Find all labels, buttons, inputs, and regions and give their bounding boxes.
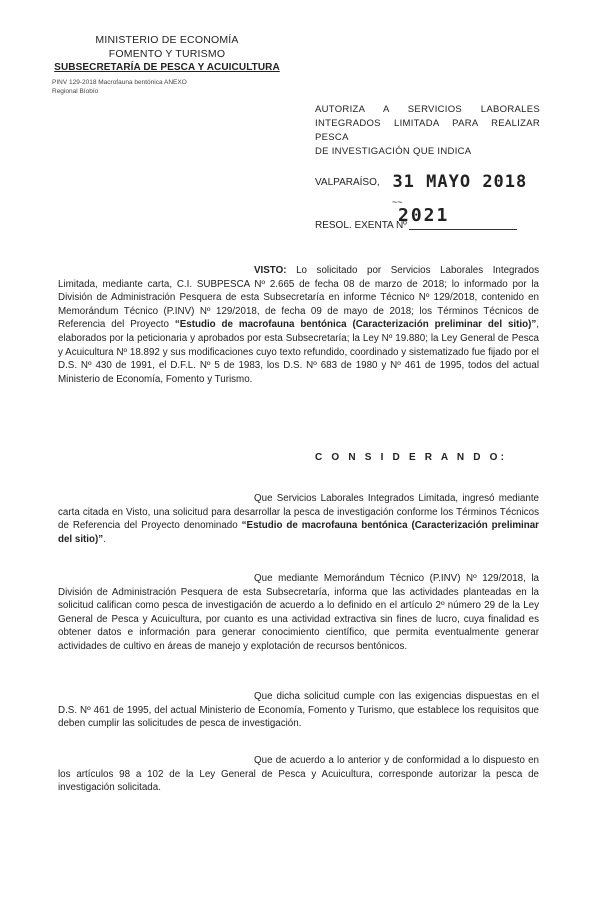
reference-line-1: PINV 129-2018 Macrofauna bentónica ANEXO	[52, 79, 187, 86]
subject-line-3: DE INVESTIGACIÓN QUE INDICA	[315, 146, 472, 157]
considerando-p1-end: .	[103, 533, 106, 545]
visto-paragraph	[58, 264, 539, 386]
resolution-row	[315, 220, 517, 231]
resolution-underline	[409, 229, 517, 230]
date-stamp: 31 MAYO 2018	[392, 172, 528, 192]
subject-line-2: INTEGRADOS LIMITADA PARA REALIZAR PESCA	[315, 118, 540, 143]
resolution-number: 2021	[398, 205, 450, 226]
ministry-line-2: FOMENTO Y TURISMO	[108, 48, 226, 60]
considerando-p1-text: Que Servicios Laborales Integrados Limitada, ingresó mediante carta citada en Visto, una solicitud para desarrollar la pesca de investigación conforme los Términos Técnicos de Referencia del Proyecto denominado	[58, 493, 539, 532]
subsecretaria-line: SUBSECRETARÍA DE PESCA Y ACUICULTURA	[54, 62, 280, 73]
visto-project-title: “Estudio de macrofauna bentónica (Caracterización preliminar del sitio)”	[174, 319, 537, 331]
considerando-heading: C O N S I D E R A N D O:	[315, 452, 508, 463]
date-row	[315, 172, 527, 192]
considerando-paragraph-2	[58, 572, 539, 654]
reference-line-2: Regional Bíobío	[52, 88, 99, 95]
considerando-paragraph-1	[58, 492, 539, 546]
considerando-p1-project: “Estudio de macrofauna bentónica (Caracterización preliminar del sitio)”	[58, 520, 539, 545]
considerando-p3-text: Que dicha solicitud cumple con las exigencias dispuestas en el D.S. Nº 461 de 1995, del actual Ministerio de Economía, Fomento y Turismo, que establece los requisitos que deben cumplir las solicitudes de pesca de investigación.	[58, 691, 539, 730]
considerando-paragraph-4	[58, 754, 539, 795]
resolution-mark: ~~	[392, 197, 403, 207]
letterhead	[52, 33, 282, 74]
considerando-p2-text: Que mediante Memorándum Técnico (P.INV) Nº 129/2018, la División de Administración Pesquera de esta Subsecretaría, informa que las actividades planteadas en la solicitud califican como pesca de investigación de acuerdo a lo definido en el artículo 2º número 29 de la Ley General de Pesca y Acuicultura, por cuanto es una actividad extractiva sin fines de lucro, cuya finalidad es obtener datos e información para generar conocimiento científico, que permita eventualmente generar actividades de cultivo en áreas de manejo y explotación de recursos bentónicos.	[58, 573, 539, 652]
subject-line-1: AUTORIZA A SERVICIOS LABORALES	[315, 104, 540, 115]
date-city: VALPARAÍSO,	[315, 177, 380, 188]
visto-text-1: Lo solicitado por Servicios Laborales Integrados Limitada, mediante carta, C.I. SUBPESCA Nº 2.665 de fecha 08 de marzo de 2018; lo informado por la División de Administración Pesquera de esta Subsecretaría en informe Técnico Nº 129/2018, contenido en Memorándum Técnico (P.INV) Nº 129/2018, de fecha 09 de mayo de 2018; los Términos Técnicos de Referencia del Proyecto	[58, 265, 539, 331]
subject-block	[315, 103, 540, 159]
resolution-label: RESOL. EXENTA Nº	[315, 220, 407, 231]
visto-label: VISTO:	[254, 265, 287, 276]
considerando-paragraph-3	[58, 690, 539, 731]
ministry-line-1: MINISTERIO DE ECONOMÍA	[95, 34, 239, 46]
considerando-p4-text: Que de acuerdo a lo anterior y de conformidad a lo dispuesto en los artículos 98 a 102 de la Ley General de Pesca y Acuicultura, corresponde autorizar la pesca de investigación solicitada.	[58, 755, 539, 794]
visto-text-2: , elaborados por la peticionaria y aprobados por esta Subsecretaría; la Ley Nº 19.880; la Ley General de Pesca y Acuicultura Nº 18.892 y sus modificaciones cuyo texto refundido, coordinado y sistematizado fue fijado por el D.S. Nº 430 de 1991, el D.F.L. Nº 5 de 1983, los D.S. Nº 683 de 1980 y Nº 461 de 1995, todos del actual Ministerio de Economía, Fomento y Turismo.	[58, 319, 539, 385]
reference-note	[52, 78, 187, 96]
